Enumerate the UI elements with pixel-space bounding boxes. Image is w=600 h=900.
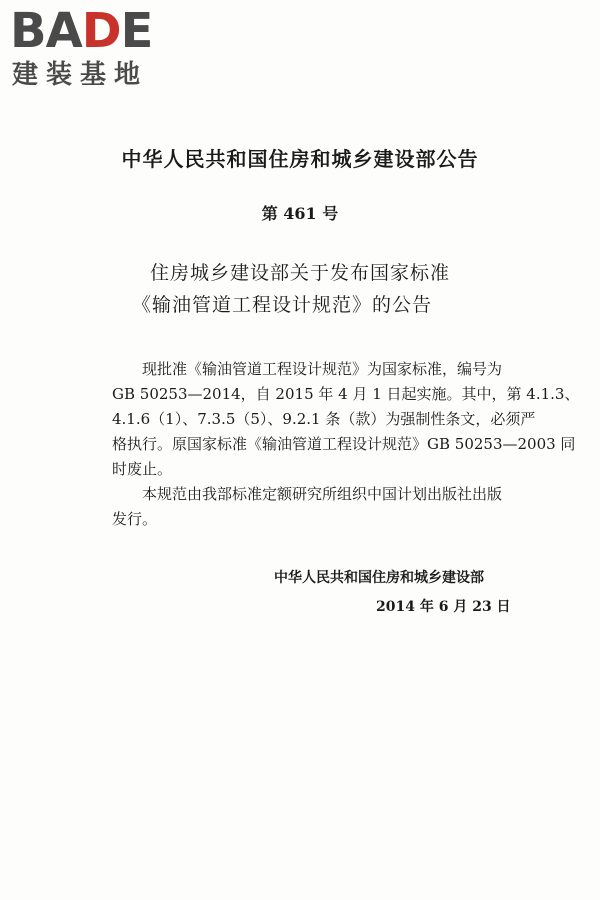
announcement-subtitle-line1: 住房城乡建设部关于发布国家标准 [149, 262, 450, 284]
paragraph-line: 发行。 [112, 510, 158, 528]
logo-chinese-text: 建装基地 [12, 60, 149, 90]
paragraph-line: 格执行。原国家标准《输油管道工程设计规范》GB 50253—2003 同 [112, 435, 576, 453]
paragraph-line: 现批准《输油管道工程设计规范》为国家标准，编号为 [142, 360, 503, 378]
announcement-title: 中华人民共和国住房和城乡建设部公告 [121, 147, 479, 171]
paragraph-line: 4.1.6（1）、7.3.5（5）、9.2.1 条（款）为强制性条文，必须严 [112, 410, 536, 428]
paragraph-line: GB 50253—2014，自 2015 年 4 月 1 日起实施。其中，第 4.1.3、 [112, 385, 580, 403]
body-paragraph-2 [112, 482, 512, 532]
logo-wordmark [10, 3, 153, 59]
bade-logo [10, 3, 180, 96]
logo-word-part2: E [120, 3, 153, 59]
announcement-subtitle-line2: 《输油管道工程设计规范》的公告 [131, 294, 432, 316]
logo-word-accent: D [81, 3, 121, 59]
paragraph-line: 时废止。 [112, 460, 173, 478]
announcement-number: 第 461 号 [261, 204, 339, 223]
paragraph-line: 本规范由我部标准定额研究所组织中国计划出版社出版 [142, 485, 503, 503]
logo-word-part1: BA [10, 3, 82, 59]
signature-date: 2014 年 6 月 23 日 [376, 599, 511, 615]
signature-organization: 中华人民共和国住房和城乡建设部 [274, 570, 484, 586]
body-paragraph-1 [112, 357, 580, 482]
